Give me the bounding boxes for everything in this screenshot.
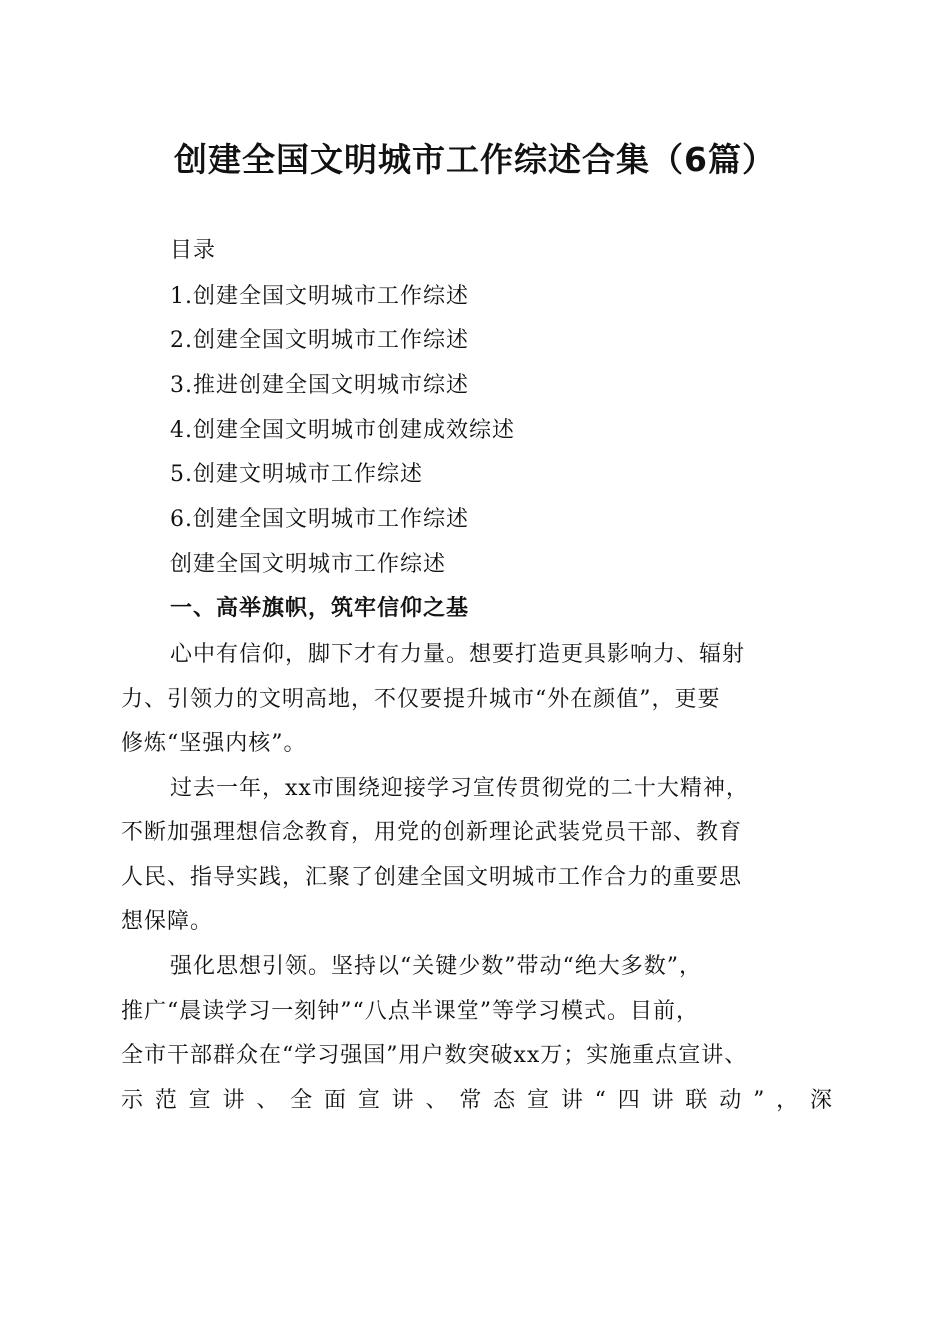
- toc-item-5: 5.创建文明城市工作综述: [170, 462, 423, 487]
- toc-item-6: 6.创建全国文明城市工作综述: [170, 507, 469, 532]
- paragraph-line: 想保障。: [121, 909, 214, 934]
- paragraph-line: 示范宣讲、全面宣讲、常态宣讲“四讲联动”，深: [121, 1088, 833, 1113]
- toc-label: 目录: [170, 238, 217, 263]
- paragraph-line: 推广“晨读学习一刻钟”“八点半课堂”等学习模式。目前，: [121, 999, 699, 1024]
- section-heading: 一、高举旗帜，筑牢信仰之基: [170, 596, 470, 621]
- toc-item-1: 1.创建全国文明城市工作综述: [170, 284, 469, 309]
- article-title: 创建全国文明城市工作综述: [170, 552, 447, 577]
- paragraph-line: 力、引领力的文明高地，不仅要提升城市“外在颜值”，更要: [121, 687, 721, 712]
- toc-item-3: 3.推进创建全国文明城市综述: [170, 373, 469, 398]
- toc-item-4: 4.创建全国文明城市创建成效综述: [170, 418, 515, 443]
- toc-item-2: 2.创建全国文明城市工作综述: [170, 328, 469, 353]
- paragraph-line: 过去一年，xx市围绕迎接学习宣传贯彻党的二十大精神，: [170, 776, 749, 801]
- paragraph-line: 修炼“坚强内核”。: [121, 731, 307, 756]
- document-title: 创建全国文明城市工作综述合集（6篇）: [174, 140, 776, 179]
- paragraph-line: 人民、指导实践，汇聚了创建全国文明城市工作合力的重要思: [121, 865, 743, 890]
- paragraph-line: 不断加强理想信念教育，用党的创新理论武装党员干部、教育: [121, 820, 743, 845]
- paragraph-line: 心中有信仰，脚下才有力量。想要打造更具影响力、辐射: [170, 642, 746, 667]
- paragraph-line: 强化思想引领。坚持以“关键少数”带动“绝大多数”，: [170, 954, 702, 979]
- paragraph-line: 全市干部群众在“学习强国”用户数突破xx万；实施重点宣讲、: [121, 1043, 748, 1068]
